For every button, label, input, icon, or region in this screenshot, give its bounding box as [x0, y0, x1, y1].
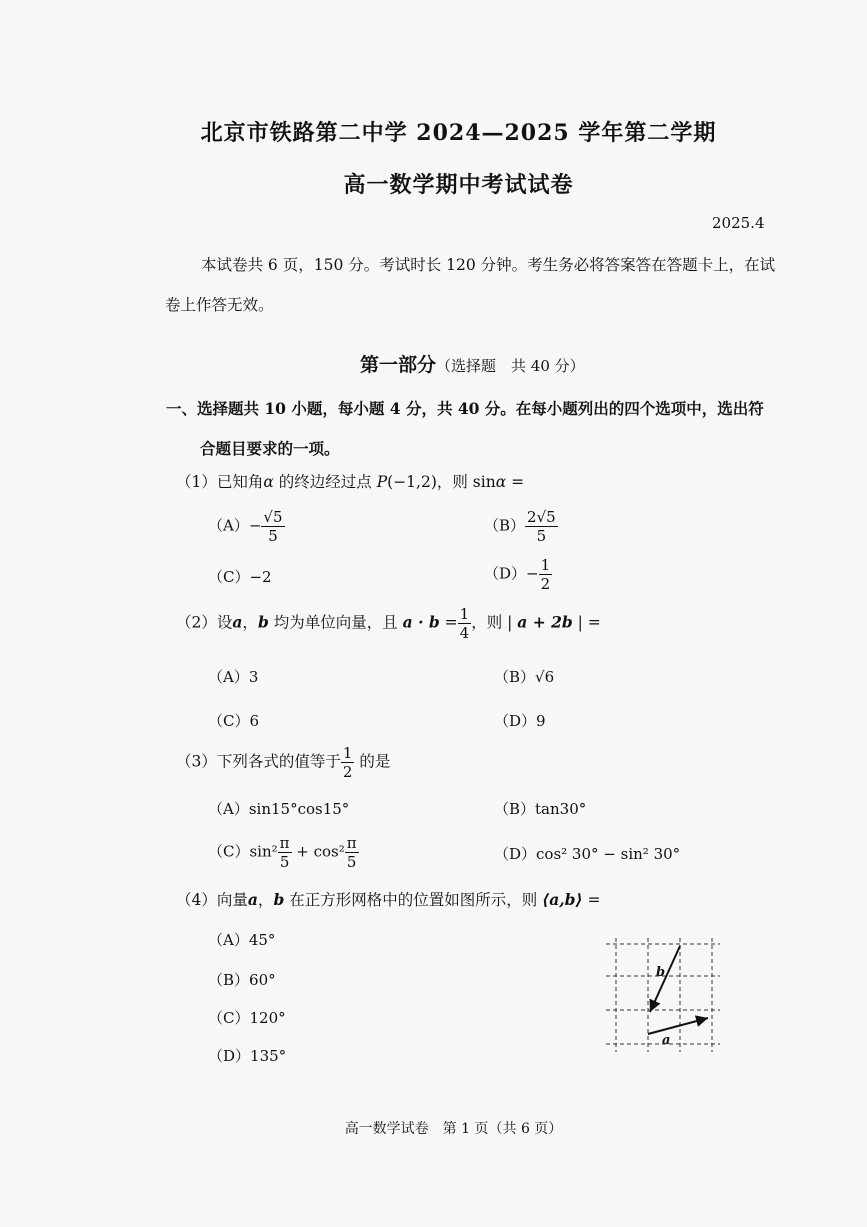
q3-option-c-pi-1: π	[279, 834, 290, 852]
q2-option-c: （C）6	[208, 712, 260, 730]
vector-a-label: a	[662, 1033, 671, 1048]
section-instructions-2: 合题目要求的一项。	[200, 439, 340, 458]
q1-option-b	[484, 508, 558, 545]
q1-text-suffix: ，则 sin	[436, 473, 496, 491]
q4-angle: ⟨a,b⟩	[542, 890, 583, 909]
q1-alpha: α	[263, 473, 274, 491]
question-4-stem	[176, 888, 601, 910]
q2-frac-num: 1	[459, 605, 470, 623]
q2-dot-product: a · b	[402, 612, 440, 632]
q1-option-c: （C）−2	[208, 568, 272, 586]
vector-grid-figure	[600, 934, 724, 1058]
vector-a-arrow	[648, 1018, 708, 1034]
q1-point: P	[376, 473, 388, 491]
exam-date: 2025.4	[712, 214, 765, 232]
q1-alpha-2: α	[495, 473, 507, 491]
q1-option-a	[208, 508, 285, 545]
q2-option-d: （D）9	[494, 712, 546, 730]
q4-vector-a: a	[247, 890, 258, 909]
q4-option-b: （B）60°	[208, 971, 276, 989]
q2-text-mid: 均为单位向量，且	[268, 613, 403, 632]
q3-frac-num: 1	[342, 744, 353, 762]
q2-option-a: （A）3	[208, 668, 259, 686]
section-instructions-1: 一、选择题共 10 小题，每小题 4 分，共 40 分。在每小题列出的四个选项中，选出符	[166, 399, 764, 418]
question-2-stem	[176, 605, 601, 642]
q1-text-prefix: （1）已知角	[176, 473, 264, 491]
q1-option-d	[484, 556, 552, 593]
q3-text-suffix: 的是	[354, 752, 391, 771]
q2-frac-den: 4	[459, 624, 470, 642]
q1-coords: (−1,2)	[387, 473, 437, 491]
q2-text-prefix: （2）设	[176, 613, 233, 632]
q3-option-c-pi-2: π	[346, 834, 357, 852]
q4-eq: =	[582, 891, 601, 909]
q3-option-c	[208, 834, 359, 871]
q1-option-b-label: （B）	[484, 516, 526, 535]
q1-text-mid: 的终边经过点	[273, 473, 377, 491]
q1-option-b-num: 2√5	[527, 508, 556, 526]
q1-option-a-sign: −	[248, 516, 262, 535]
q1-option-b-frac	[525, 508, 558, 545]
q1-option-d-den: 2	[540, 575, 551, 593]
q3-option-a: （A）sin15°cos15°	[208, 800, 350, 818]
q2-expr: a + 2b	[517, 612, 573, 632]
q4-option-a: （A）45°	[208, 931, 276, 949]
q3-frac	[341, 744, 355, 781]
q1-eq: =	[506, 473, 525, 491]
q3-option-d: （D）cos² 30° − sin² 30°	[494, 845, 681, 863]
q1-option-d-frac	[539, 556, 553, 593]
q4-sep: ，	[257, 891, 274, 909]
q3-option-b: （B）tan30°	[494, 800, 587, 818]
q3-frac-den: 2	[342, 763, 353, 781]
q1-option-b-den: 5	[536, 527, 547, 545]
q1-option-a-num: √5	[263, 508, 283, 526]
question-3-stem	[176, 744, 390, 781]
q1-option-a-den: 5	[268, 527, 278, 545]
q4-text-mid: 在正方形网格中的位置如图所示，则	[284, 891, 543, 909]
page-footer: 高一数学试卷 第 1 页（共 6 页）	[344, 1121, 563, 1137]
q2-end: | =	[572, 613, 601, 632]
intro-line-2: 卷上作答无效。	[165, 296, 274, 314]
q2-vector-a: a	[232, 612, 243, 632]
q3-option-c-five-1: 5	[279, 853, 290, 871]
exam-subtitle: 高一数学期中考试试卷	[343, 172, 574, 198]
q4-option-c: （C）120°	[208, 1009, 286, 1027]
q3-option-c-frac-1	[278, 834, 292, 871]
q3-option-c-label: （C）	[208, 842, 250, 861]
q1-option-d-num: 1	[540, 556, 551, 574]
q2-vector-b: b	[257, 612, 269, 632]
q2-eq: =	[439, 613, 458, 632]
intro-line-1: 本试卷共 6 页，150 分。考试时长 120 分钟。考生务必将答案答在答题卡上，在试	[201, 256, 776, 274]
q1-option-a-frac	[261, 508, 284, 545]
exam-title: 北京市铁路第二中学 2024—2025 学年第二学期	[200, 120, 717, 146]
q1-option-d-sign: −	[526, 564, 539, 583]
question-1-stem	[176, 470, 524, 492]
part-subtitle: （选择题 共 40 分）	[436, 357, 585, 375]
q1-option-d-label: （D）	[484, 564, 527, 583]
q4-vector-b: b	[273, 890, 285, 909]
part-heading	[360, 350, 585, 377]
q4-option-d: （D）135°	[208, 1047, 287, 1065]
q2-frac	[458, 605, 472, 642]
q3-text-prefix: （3）下列各式的值等于	[176, 752, 341, 771]
q3-option-c-five-2: 5	[346, 853, 357, 871]
part-title: 第一部分	[360, 354, 437, 376]
q3-option-c-frac-2	[345, 834, 359, 871]
vector-b-label: b	[656, 965, 666, 980]
q2-sep: ，	[242, 613, 258, 632]
q1-option-a-label: （A）	[208, 516, 249, 535]
q4-text-prefix: （4）向量	[176, 891, 248, 909]
q3-option-c-sin: sin²	[249, 842, 278, 861]
q3-option-c-plus: + cos²	[291, 842, 345, 861]
q2-option-b: （B）√6	[494, 668, 555, 686]
q2-text-suffix: ，则 |	[471, 613, 518, 632]
